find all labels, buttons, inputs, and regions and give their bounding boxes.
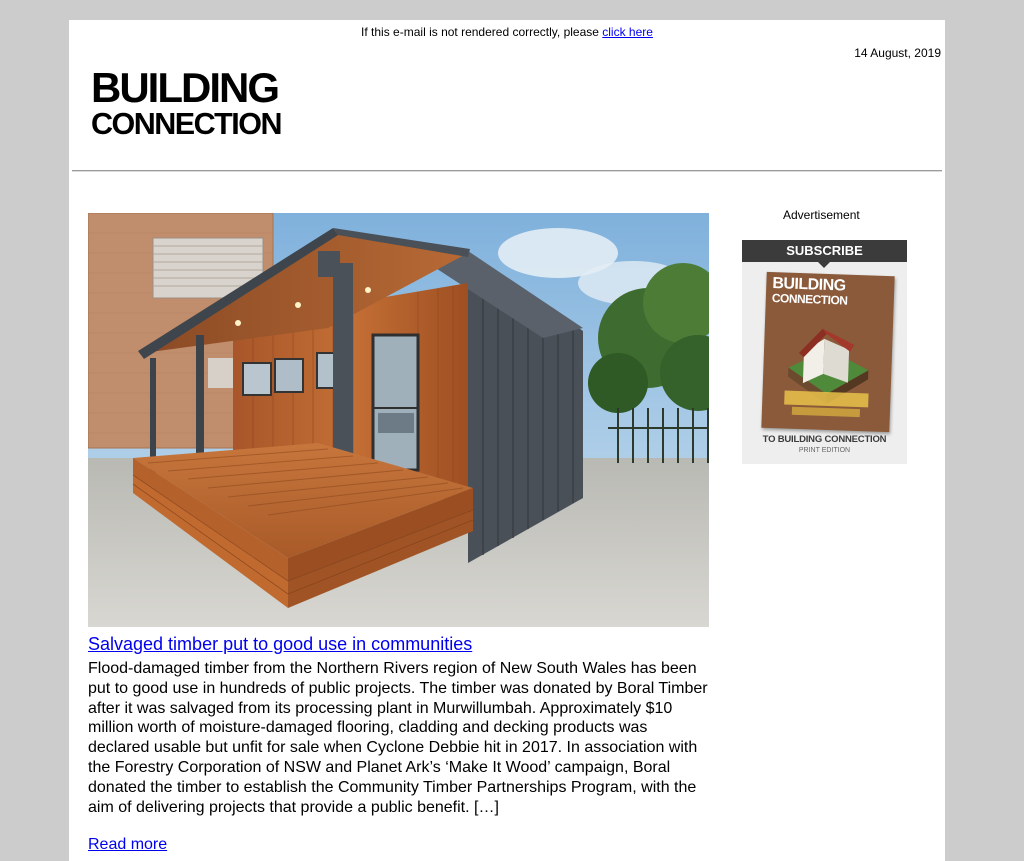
- render-notice-text: If this e-mail is not rendered correctly, please: [361, 25, 603, 39]
- magazine-title-line1: BUILDING: [772, 275, 846, 295]
- magazine-cover-image: [761, 272, 894, 432]
- click-here-link[interactable]: click here: [602, 25, 653, 39]
- email-body: [69, 20, 945, 861]
- render-notice: [69, 25, 945, 39]
- logo-line-connection: CONNECTION: [91, 107, 282, 141]
- building-connection-logo[interactable]: [91, 64, 282, 141]
- header-divider: [72, 170, 942, 171]
- house-icon: [761, 272, 894, 432]
- issue-date: 14 August, 2019: [854, 46, 941, 60]
- subscribe-advertisement[interactable]: [742, 240, 907, 464]
- magazine-title-line2: CONNECTION: [771, 291, 848, 308]
- read-more-link[interactable]: Read more: [88, 836, 168, 853]
- ad-call-to-action: TO BUILDING CONNECTION: [762, 434, 887, 445]
- article-hero-image[interactable]: [88, 213, 709, 627]
- logo-line-building: BUILDING: [91, 64, 278, 111]
- article-body: Flood-damaged timber from the Northern Rivers region of New South Wales has been put to good use in hundreds of public projects. The timber was donated by Boral Timber after it was salvaged from its processing plant in Murwillumbah. Approximately $10 million worth of moisture-damaged flooring, cladding and decking products was declared usable but unfit for sale when Cyclone Debbie hit in 2017. In association with the Forestry Corporation of NSW and Planet Ark’s ‘Make It Wood’ campaign, Boral donated the timber to establish the Community Timber Partnerships Program, with the aim of delivering projects that provide a public benefit. […]: [88, 660, 708, 816]
- ad-subscribe-banner: SUBSCRIBE: [742, 240, 907, 262]
- advertisement-label: Advertisement: [783, 208, 860, 222]
- ad-print-edition: PRINT EDITION: [798, 447, 851, 454]
- article-headline-link[interactable]: Salvaged timber put to good use in communities: [88, 634, 473, 654]
